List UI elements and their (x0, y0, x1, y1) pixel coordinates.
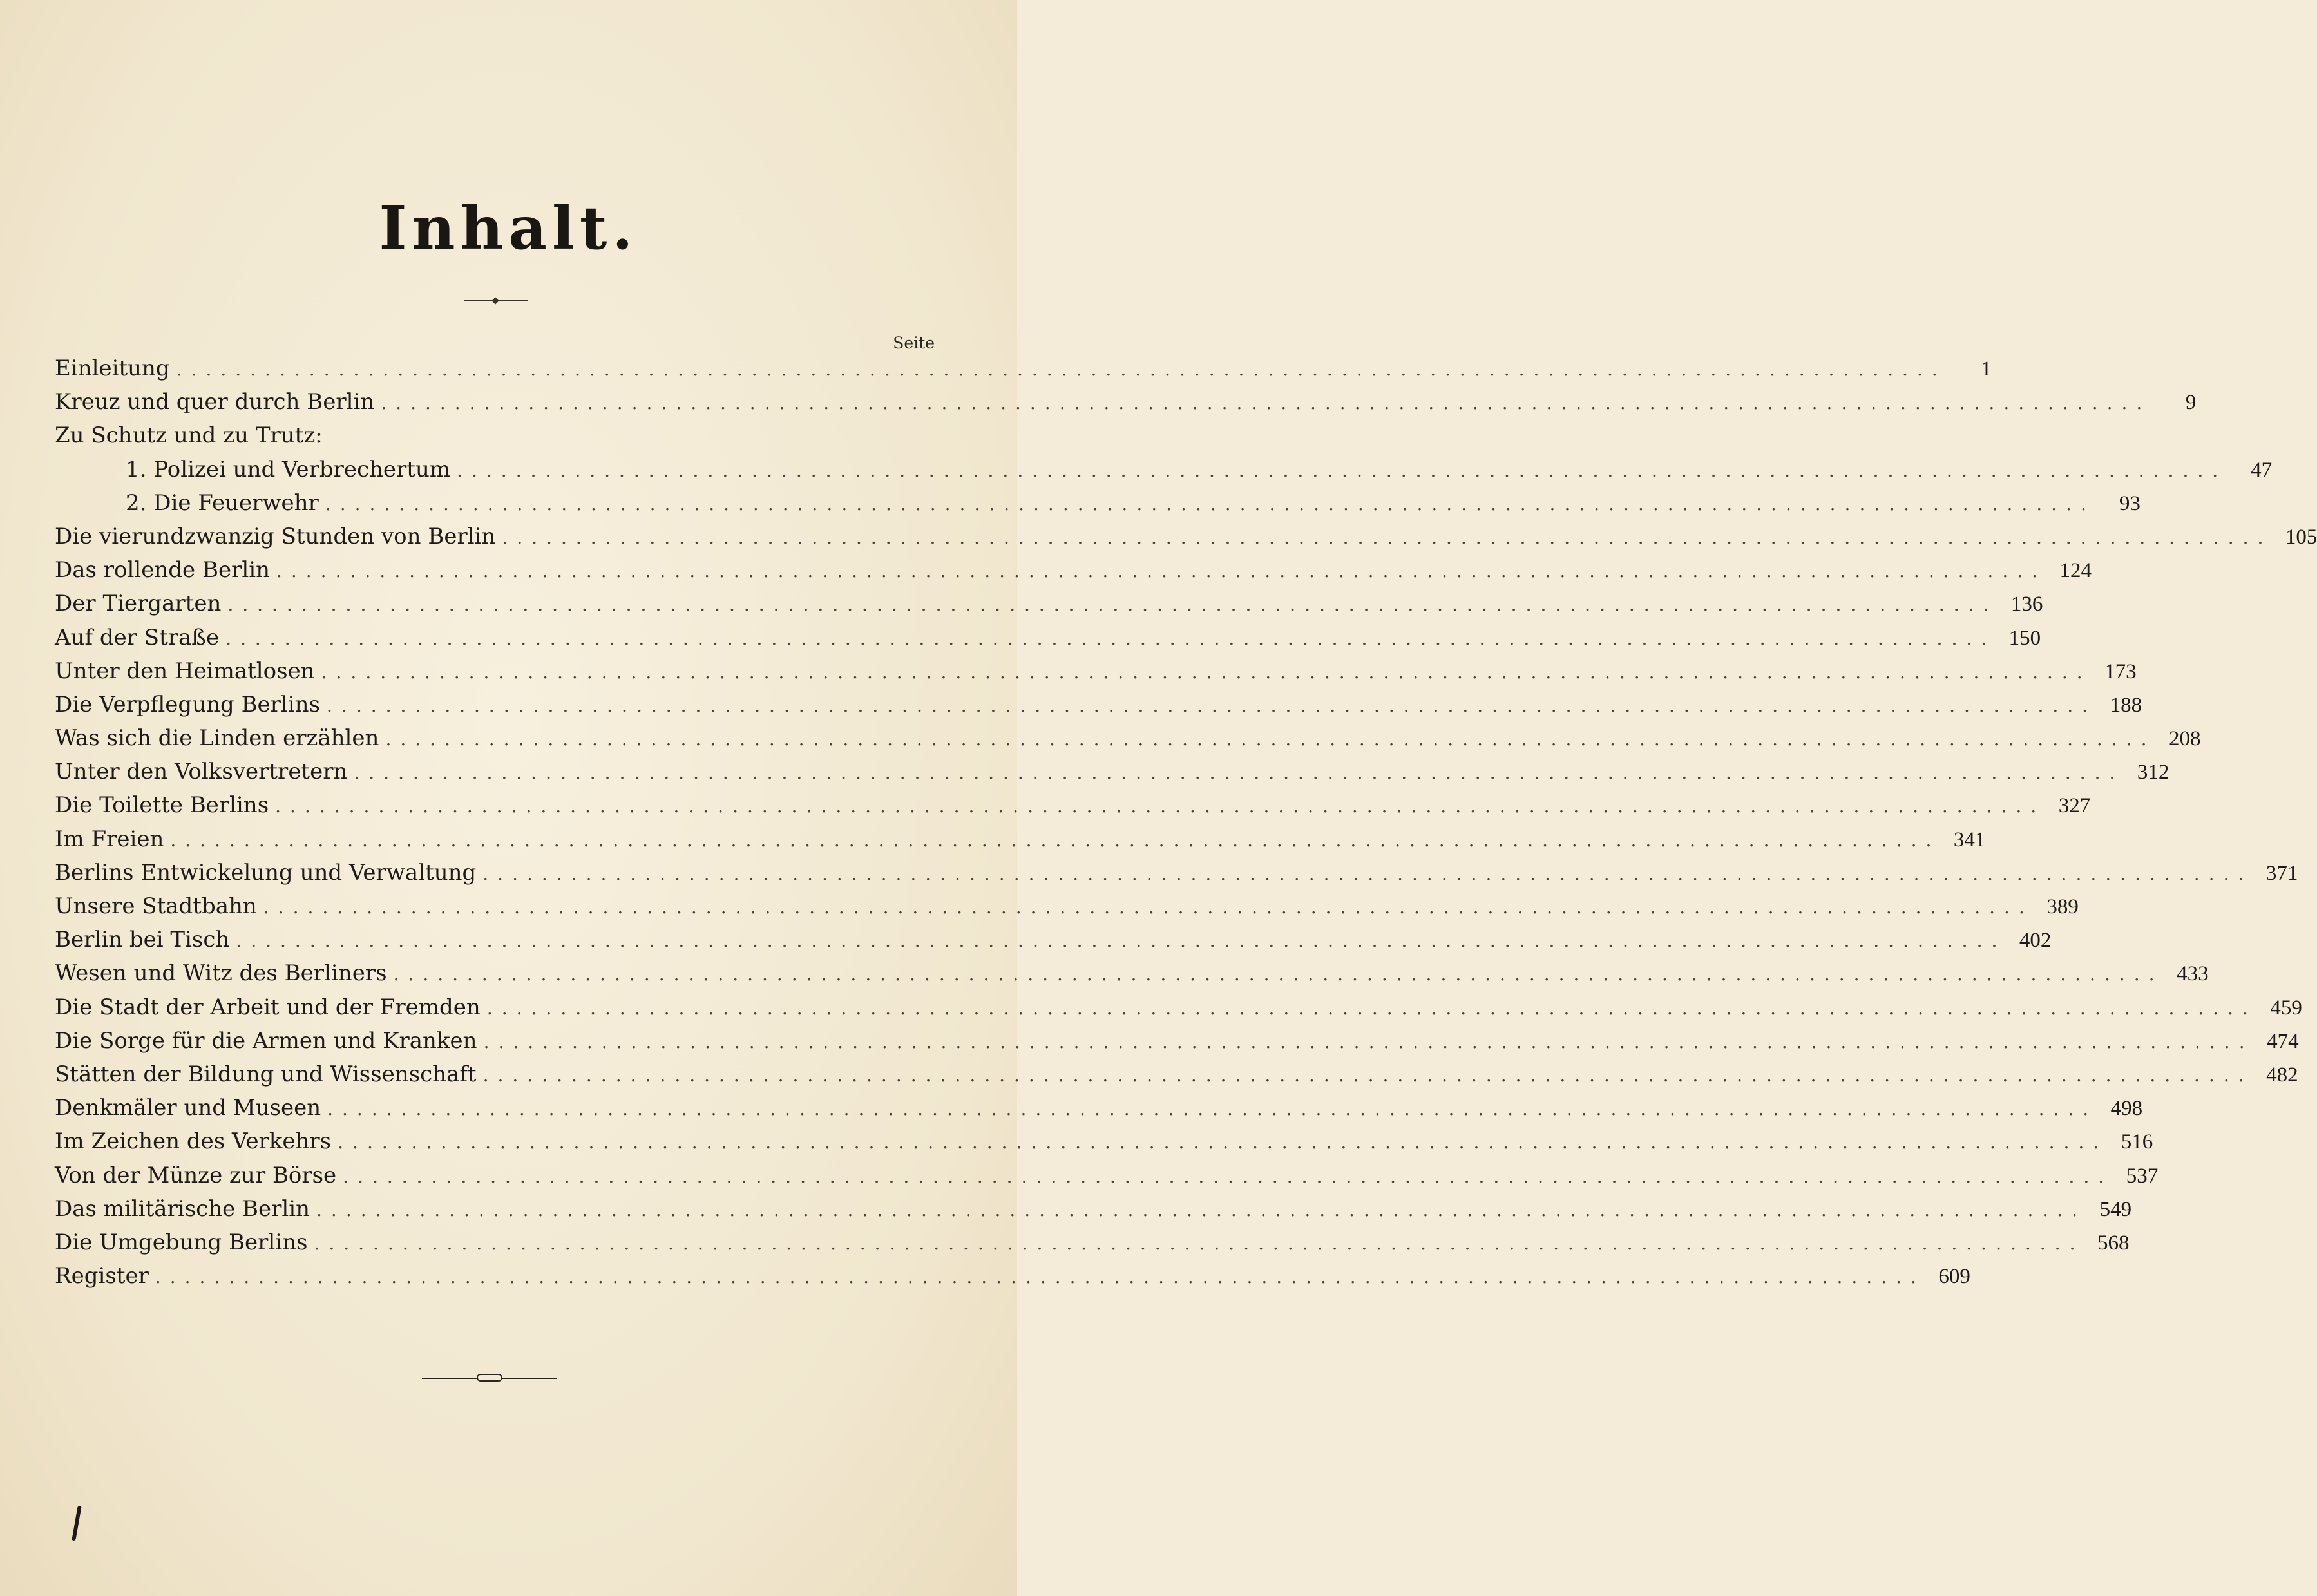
toc-entry-label: Das rollende Berlin (55, 557, 270, 584)
toc-entry (55, 352, 1992, 385)
toc-leader-dots: ........................................................................................................................ (263, 897, 2034, 918)
toc-entry-label: Register (55, 1263, 149, 1289)
toc-entry-label: 2. Die Feuerwehr (126, 489, 319, 516)
toc-leader-dots: ........................................................................................................................ (227, 594, 1998, 616)
toc-leader-dots: ........................................................................................................................ (343, 1165, 2113, 1187)
toc-leader-dots: ........................................................................................................................ (170, 829, 1941, 851)
toc-entry-page: 371 (2265, 861, 2298, 885)
toc-entry (55, 1125, 2153, 1158)
toc-entry-label: Von der Münze zur Börse (55, 1162, 337, 1188)
toc-leader-dots: ........................................................................................................................ (385, 728, 2156, 750)
toc-entry (55, 822, 1986, 856)
toc-entry (55, 486, 2141, 520)
toc-entry-page: 549 (2099, 1197, 2132, 1221)
toc-leader-dots: ........................................................................................................................ (354, 762, 2124, 784)
toc-entry-page: 341 (1953, 828, 1986, 851)
toc-entry-page: 609 (1938, 1265, 1970, 1289)
toc-leader-dots: ........................................................................................................................ (338, 1132, 2108, 1154)
title-divider (464, 300, 528, 301)
toc-entry-page: 312 (2137, 761, 2169, 784)
toc-entry-page: 459 (2270, 996, 2302, 1020)
toc-entry (55, 1091, 2143, 1125)
toc-entry-page: 173 (2104, 660, 2137, 683)
table-of-contents (55, 352, 2317, 1293)
toc-entry-label: Das militärische Berlin (55, 1195, 310, 1222)
toc-entry-page: 433 (2177, 962, 2209, 986)
toc-entry (55, 385, 2197, 419)
toc-entry-page: 389 (2046, 895, 2079, 918)
toc-entry-page: 1 (1981, 357, 1992, 381)
toc-entry-page: 105 (2285, 525, 2317, 549)
toc-leader-dots: ........................................................................................................................ (321, 661, 2092, 683)
toc-entry-label: Einleitung (55, 356, 170, 381)
toc-entry (55, 923, 2052, 956)
toc-leader-dots: ........................................................................................................................ (327, 694, 2097, 716)
toc-entry-label: Die Verpflegung Berlins (55, 691, 321, 717)
toc-entry (55, 956, 2209, 990)
toc-leader-dots: ........................................................................................................................ (225, 627, 1996, 649)
toc-leader-dots: ........................................................................................................................ (276, 560, 2047, 582)
toc-leader-dots: ........................................................................................................................ (325, 493, 2095, 515)
toc-entry-label: Die Toilette Berlins (55, 792, 269, 819)
toc-entry (55, 654, 2137, 688)
toc-entry-label: Kreuz und quer durch Berlin (55, 389, 375, 415)
toc-entry (55, 688, 2142, 721)
toc-entry (55, 1259, 1970, 1293)
toc-entry (55, 889, 2079, 923)
toc-entry-page: 93 (2119, 491, 2141, 515)
toc-entry-label: Unsere Stadtbahn (55, 893, 257, 919)
toc-leader-dots: ........................................................................................................................ (483, 1031, 2254, 1052)
toc-entry (55, 553, 2092, 587)
toc-entry-label: Auf der Straße (55, 624, 220, 651)
toc-entry (55, 721, 2201, 755)
toc-leader-dots: ........................................................................................................................ (502, 526, 2273, 548)
toc-entry (55, 621, 2041, 654)
toc-entry-page: 47 (2251, 458, 2273, 482)
toc-entry-label: Unter den Volksvertretern (55, 759, 348, 785)
toc-entry-label: Unter den Heimatlosen (55, 658, 315, 684)
closing-ornament (422, 1378, 557, 1379)
toc-entry (55, 1192, 2132, 1226)
page-column-header: Seite (893, 334, 935, 352)
toc-entry-label: Zu Schutz und zu Trutz: (55, 423, 323, 449)
toc-entry (55, 520, 2317, 553)
toc-entry-label: Im Zeichen des Verkehrs (55, 1128, 332, 1155)
toc-entry-label: Die Stadt der Arbeit und der Fremden (55, 994, 481, 1020)
toc-leader-dots: ........................................................................................................................ (275, 795, 2046, 817)
toc-entry (55, 1226, 2130, 1259)
toc-entry (55, 1024, 2299, 1058)
toc-entry-label: Denkmäler und Museen (55, 1095, 321, 1121)
toc-leader-dots: ........................................................................................................................ (393, 964, 2164, 985)
toc-entry-label: Der Tiergarten (55, 591, 222, 617)
toc-entry-page: 136 (2010, 593, 2043, 616)
toc-leader-dots: ........................................................................................................................ (314, 1232, 2084, 1254)
toc-entry-label: Berlin bei Tisch (55, 927, 230, 953)
toc-entry (55, 856, 2298, 889)
toc-entry-page: 188 (2110, 693, 2142, 717)
toc-entry (55, 1159, 2159, 1192)
divider-diamond-icon (491, 297, 499, 304)
toc-leader-dots: ........................................................................................................................ (316, 1199, 2087, 1221)
toc-entry-page: 516 (2121, 1130, 2153, 1154)
toc-entry-label: Wesen und Witz des Berliners (55, 960, 387, 987)
toc-entry-page: 474 (2267, 1029, 2299, 1053)
toc-leader-dots: ........................................................................................................................ (155, 1266, 1925, 1288)
toc-leader-dots: ........................................................................................................................ (236, 930, 2007, 952)
toc-entry-page: 327 (2058, 794, 2091, 818)
toc-entry (55, 419, 935, 452)
pencil-mark (72, 1506, 82, 1541)
toc-entry-page: 482 (2266, 1063, 2298, 1087)
toc-leader-dots: ........................................................................................................................ (486, 997, 2257, 1019)
toc-entry-label: Im Freien (55, 826, 164, 852)
toc-leader-dots: ........................................................................................................................ (381, 392, 2151, 414)
toc-entry-page: 208 (2169, 727, 2201, 751)
toc-entry-label: Berlins Entwickelung und Verwaltung (55, 859, 477, 886)
toc-entry-page: 402 (2019, 929, 2052, 953)
toc-entry-label: Stätten der Bildung und Wissenschaft (55, 1061, 477, 1087)
toc-entry-page: 568 (2097, 1231, 2130, 1255)
toc-entry (55, 991, 2302, 1024)
toc-entry (55, 788, 2091, 822)
ornament-icon (477, 1374, 502, 1382)
toc-entry-label: 1. Polizei und Verbrechertum (126, 456, 451, 482)
toc-entry-page: 537 (2126, 1164, 2159, 1188)
toc-entry (55, 755, 2169, 788)
toc-entry-page: 498 (2110, 1097, 2143, 1121)
toc-entry (55, 1058, 2298, 1091)
toc-entry-page: 150 (2008, 626, 2041, 650)
toc-entry-label: Was sich die Linden erzählen (55, 725, 379, 752)
toc-leader-dots: ........................................................................................................................ (457, 459, 2227, 481)
toc-entry-label: Die Umgebung Berlins (55, 1229, 308, 1255)
toc-entry (55, 587, 2043, 620)
toc-entry (55, 453, 2273, 486)
toc-entry-label: Die Sorge für die Armen und Kranken (55, 1027, 477, 1054)
page-title: Inhalt. (379, 193, 638, 263)
toc-leader-dots: ........................................................................................................................ (482, 862, 2253, 884)
toc-leader-dots: ........................................................................................................................ (327, 1098, 2098, 1120)
toc-leader-dots: ........................................................................................................................ (176, 359, 1947, 380)
toc-leader-dots: ........................................................................................................................ (482, 1064, 2253, 1086)
toc-entry-label: Die vierundzwanzig Stunden von Berlin (55, 523, 496, 549)
toc-entry-page: 124 (2059, 559, 2092, 583)
toc-entry-page: 9 (2185, 391, 2197, 415)
